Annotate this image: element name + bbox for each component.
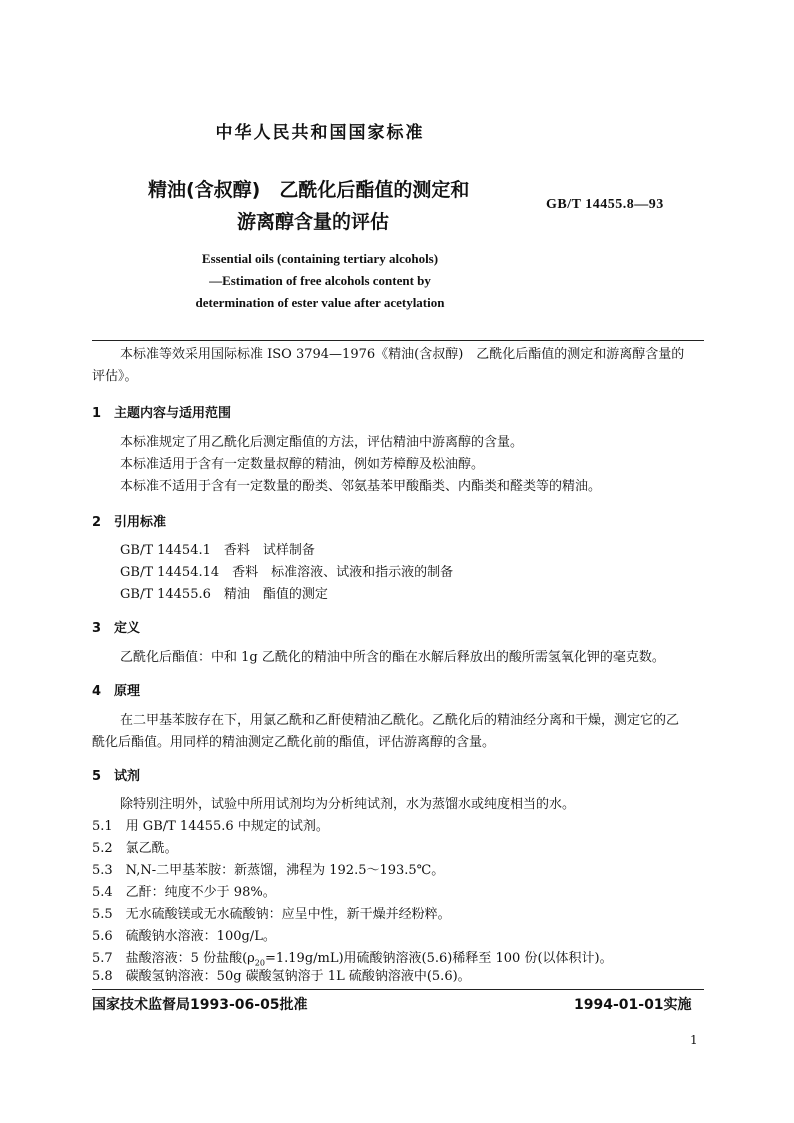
national-standard-title: 中华人民共和国国家标准 <box>215 123 425 143</box>
document-title-line1: 精油(含叔醇) 乙酰化后酯值的测定和 <box>148 179 470 201</box>
english-title-line2: —Estimation of free alcohols content by <box>209 273 431 288</box>
reagent-item: 5.5 无水硫酸镁或无水硫酸钠：应呈中性，新干燥并经粉粹。 <box>92 907 451 922</box>
reference-3: GB/T 14455.6 精油 酯值的测定 <box>120 587 328 602</box>
reference-2: GB/T 14454.14 香料 标准溶液、试液和指示液的制备 <box>120 565 454 580</box>
page-number: 1 <box>690 1033 698 1047</box>
approval-line: 国家技术监督局1993-06-05批准 <box>92 997 308 1013</box>
section3-definition: 乙酰化后酯值：中和 1g 乙酰化的精油中所含的酯在水解后释放出的酸所需氢氧化钾的毫克数。 <box>120 650 665 665</box>
intro-line1: 本标准等效采用国际标准 ISO 3794—1976《精油(含叔醇) 乙酰化后酯值的测定和游离醇含量的 <box>120 347 685 362</box>
reagent-item: 5.3 N,N-二甲基苯胺：新蒸馏，沸程为 192.5～193.5℃。 <box>92 863 445 878</box>
section1-heading: 1 主题内容与适用范围 <box>92 406 232 421</box>
section5-heading: 5 试剂 <box>92 769 141 784</box>
section4-heading: 4 原理 <box>92 684 141 699</box>
section4-line2: 酰化后酯值。用同样的精油测定乙酰化前的酯值，评估游离醇的含量。 <box>92 735 496 750</box>
section5-intro: 除特别注明外，试验中所用试剂均为分析纯试剂，水为蒸馏水或纯度相当的水。 <box>120 797 576 812</box>
reagent-item: 5.6 硫酸钠水溶液：100g/L。 <box>92 929 276 944</box>
section1-paragraph1: 本标准规定了用乙酰化后测定酯值的方法，评估精油中游离醇的含量。 <box>120 435 524 450</box>
english-title-line3: determination of ester value after acetylation <box>195 295 445 310</box>
english-title-line1: Essential oils (containing tertiary alcohols) <box>201 251 439 266</box>
section1-paragraph2: 本标准适用于含有一定数量叔醇的精油，例如芳樟醇及松油醇。 <box>120 457 485 472</box>
density-subscript: 20 <box>254 958 265 968</box>
reagent-item-7-pre: 5.7 盐酸溶液：5 份盐酸(ρ <box>92 951 255 966</box>
top-divider <box>92 340 704 341</box>
reagent-item-8: 5.8 碳酸氢钠溶液：50g 碳酸氢钠溶于 1L 硫酸钠溶液中(5.6)。 <box>92 969 471 984</box>
implementation-date: 1994-01-01实施 <box>574 997 692 1013</box>
document-title-line2: 游离醇含量的评估 <box>237 211 390 233</box>
reagent-item: 5.4 乙酐：纯度不少于 98%。 <box>92 885 276 900</box>
section4-line1: 在二甲基苯胺存在下，用氯乙酰和乙酐使精油乙酰化。乙酰化后的精油经分离和干燥，测定它的乙 <box>120 713 680 728</box>
bottom-divider <box>92 989 704 990</box>
reference-1: GB/T 14454.1 香料 试样制备 <box>120 543 315 558</box>
intro-line2: 评估》。 <box>92 369 138 384</box>
section2-heading: 2 引用标准 <box>92 515 167 530</box>
section3-heading: 3 定义 <box>92 621 141 636</box>
section1-paragraph3: 本标准不适用于含有一定数量的酚类、邻氨基苯甲酸酯类、内酯类和醛类等的精油。 <box>120 479 602 494</box>
standard-code: GB/T 14455.8—93 <box>546 197 664 212</box>
reagent-item: 5.2 氯乙酰。 <box>92 841 178 856</box>
reagent-item-7-post: =1.19g/mL)用硫酸钠溶液(5.6)稀释至 100 份(以体积计)。 <box>264 951 613 966</box>
reagent-item: 5.1 用 GB/T 14455.6 中规定的试剂。 <box>92 819 329 834</box>
